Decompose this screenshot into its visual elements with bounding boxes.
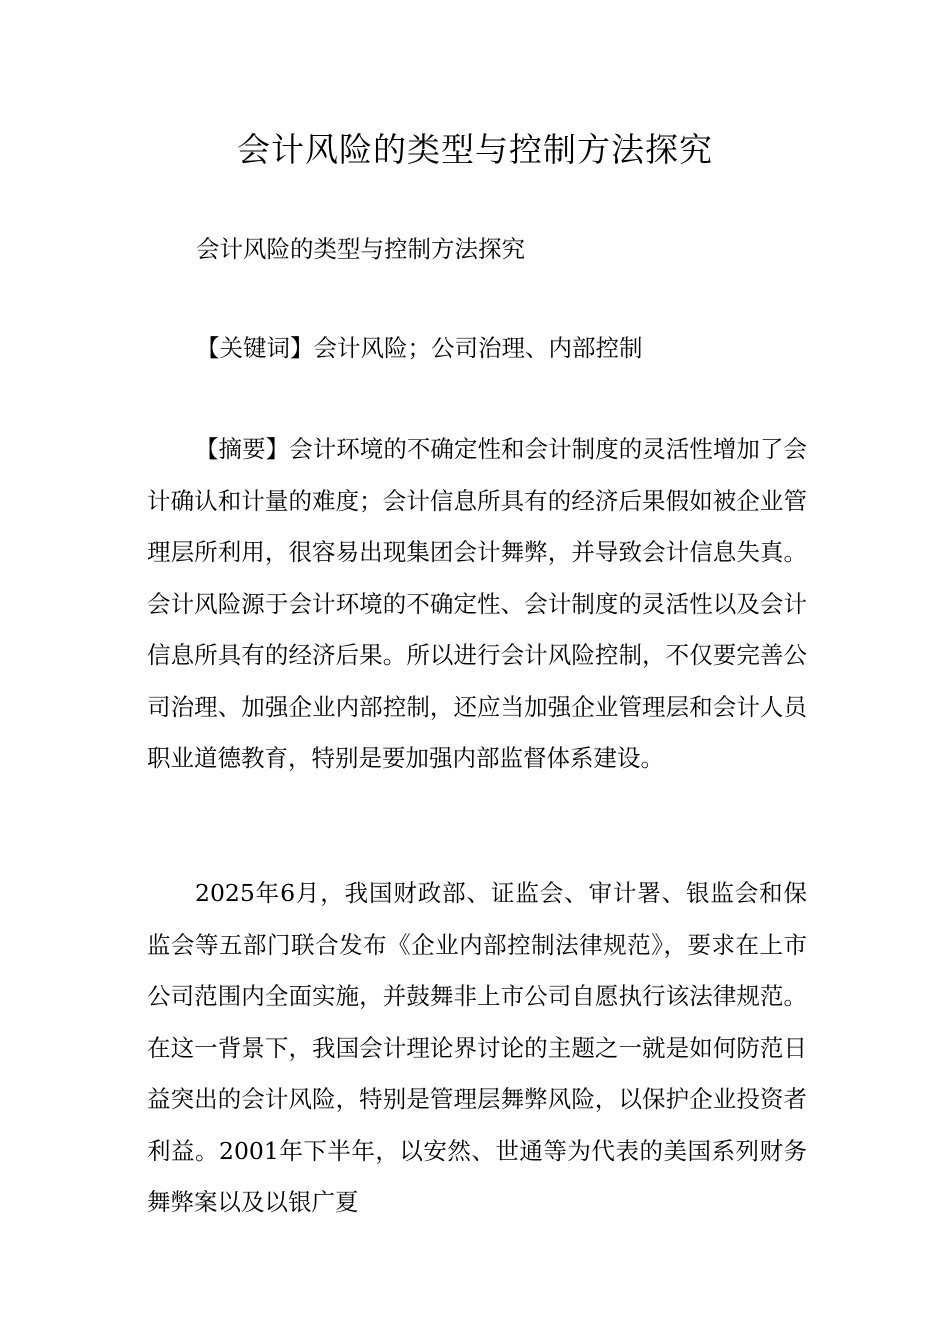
body-paragraph: 2025年6月，我国财政部、证监会、审计署、银监会和保监会等五部门联合发布《企业内部控制法律规范》，要求在上市公司范围内全面实施，并鼓舞非上市公司自愿执行该法律规范。在这一背景下，我国会计理论界讨论的主题之一就是如何防范日益突出的会计风险，特别是管理层舞弊风险，以保护企业投资者利益。2001年下半年，以安然、世通等为代表的美国系列财务舞弊案以及以银广夏 xyxy=(147,879,807,1216)
document-subtitle: 会计风险的类型与控制方法探究 xyxy=(196,235,525,263)
document-title: 会计风险的类型与控制方法探究 xyxy=(237,130,713,169)
abstract-paragraph: 【摘要】会计环境的不确定性和会计制度的灵活性增加了会计确认和计量的难度；会计信息所具有的经济后果假如被企业管理层所利用，很容易出现集团会计舞弊，并导致会计信息失真。会计风险源于会计环境的不确定性、会计制度的灵活性以及会计信息所具有的经济后果。所以进行会计风险控制，不仅要完善公司治理、加强企业内部控制，还应当加强企业管理层和会计人员职业道德教育，特别是要加强内部监督体系建设。 xyxy=(147,435,807,772)
keywords-line: 【关键词】会计风险；公司治理、内部控制 xyxy=(196,334,643,362)
